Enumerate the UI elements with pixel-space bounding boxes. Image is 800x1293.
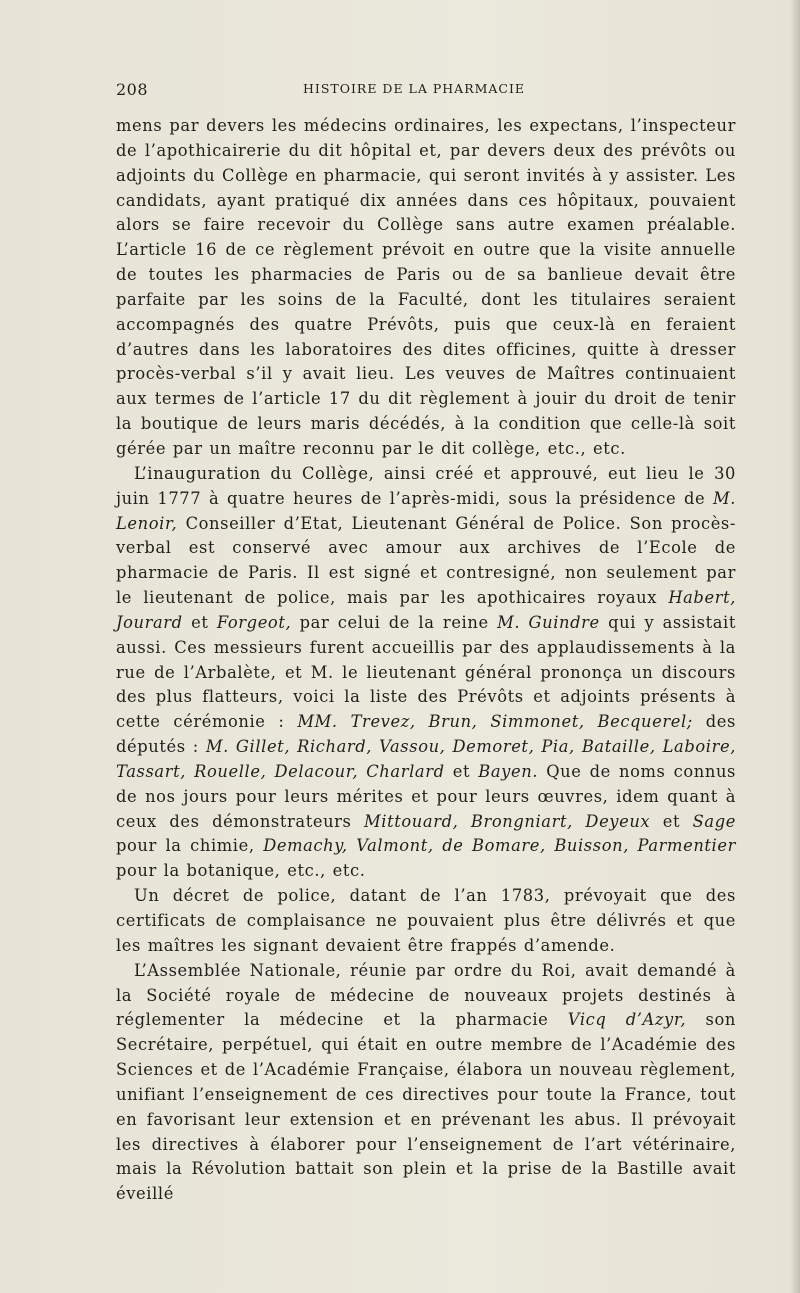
paragraph-3 — [116, 884, 736, 959]
person-name: Demachy, Valmont, de Bomare, Buisson, Parmentier — [263, 836, 736, 856]
person-name: Habert, Jourard — [116, 588, 736, 632]
text-segment: Que de noms connus de nos jours pour leurs mérites et pour leurs œuvres, idem quant à ceux des démonstrateurs — [116, 761, 736, 831]
text-segment: et — [444, 761, 479, 781]
text-segment: et — [182, 612, 217, 632]
text-segment: Un décret de police, datant de l’an 1783, prévoyait que des certificats de complaisance ne pouvaient plus être délivrés et que les maîtres les signant devaient être frappés d’amende. — [116, 886, 736, 955]
paragraph-1 — [116, 114, 736, 462]
text-segment: L’Assemblée Nationale, réunie par ordre du Roi, avait demandé à la Société royale de médecine de nouveaux projets destinés à réglementer la médecine et la pharmacie — [116, 960, 736, 1030]
text-segment: des députés : — [116, 712, 736, 757]
body-text — [116, 114, 736, 1207]
text-segment: Conseiller d’Etat, Lieutenant Général de Police. Son procès-verbal est conservé avec amour aux archives de l’Ecole de pharmacie de Paris. Il est signé et contresigné, non seulement par le lieutenant de police, mais par les apothicaires royaux — [116, 513, 736, 608]
person-name: Forgeot, — [216, 612, 292, 632]
person-name: MM. Trevez, Brun, Simmonet, Becquerel; — [297, 712, 693, 732]
person-name: Vicq d’Azyr, — [567, 1010, 687, 1030]
text-segment: pour la chimie, — [116, 836, 264, 856]
paragraph-2 — [116, 462, 736, 884]
text-segment: qui y assistait aussi. Ces messieurs furent accueillis par des applaudissements à la rue de l’Arbalète, et M. le lieutenant général prononça un discours des plus flatteurs, voici la liste des Prévôts et adjoints présents à cette cérémonie : — [116, 612, 737, 732]
paragraph-4 — [116, 959, 736, 1207]
page-number: 208 — [116, 80, 149, 99]
person-name: M. Gillet, Richard, Vassou, Demoret, Pia, Bataille, Laboire, Tassart, Rouelle, Delacour, Charlard — [116, 737, 736, 781]
text-segment: son Secrétaire, perpétuel, qui était en outre membre de l’Académie des Sciences et de l’Académie Française, élabora un nouveau règlement, unifiant l’enseignement de ces directives pour toute la France, tout en favorisant leur extension et en prévenant les abus. Il prévoyait les directives à élaborer pour l’enseignement de l’art vétérinaire, mais la Révolution battait son plein et la prise de la Bastille avait éveillé — [116, 1010, 737, 1204]
page-header — [98, 76, 738, 102]
person-name: M. Guindre — [497, 612, 600, 632]
person-name: M. Lenoir, — [116, 488, 736, 533]
page-edge-shadow — [790, 0, 800, 1293]
text-segment: et — [650, 811, 693, 831]
running-head: HISTOIRE DE LA PHARMACIE — [303, 81, 526, 96]
person-name: Mittouard, Brongniart, Deyeux — [364, 811, 651, 831]
text-segment: par celui de la reine — [291, 612, 498, 632]
person-name: Bayen. — [478, 761, 539, 781]
text-segment: mens par devers les médecins ordinaires, les expectans, l’inspecteur de l’apothicairerie du dit hôpital et, par devers deux des prévôts ou adjoints du Collège en pharmacie, qui seront invités à y assister. Les candidats, ayant pratiqué dix années dans ces hôpitaux, pouvaient alors se faire recevoir du Collège sans autre examen préalable. L’article 16 de ce règlement prévoit en outre que la visite annuelle de toutes les pharmacies de Paris ou de sa banlieue devait être parfaite par les soins de la Faculté, dont les titulaires seraient accompagnés des quatre Prévôts, puis que ceux-là en feraient d’autres dans les laboratoires des dites officines, quitte à dresser procès-verbal s’il y avait lieu. Les veuves de Maîtres continuaient aux termes de l’article 17 du dit règlement à jouir du droit de tenir la boutique de leurs maris décédés, à la condition que celle-là soit gérée par un maître reconnu par le dit collège, etc., etc. — [116, 116, 736, 458]
person-name: Sage — [692, 811, 736, 831]
text-segment: L’inauguration du Collège, ainsi créé et approuvé, eut lieu le 30 juin 1777 à quatre heures de l’après-midi, sous la présidence de — [116, 463, 736, 508]
text-segment: pour la botanique, etc., etc. — [116, 861, 366, 881]
